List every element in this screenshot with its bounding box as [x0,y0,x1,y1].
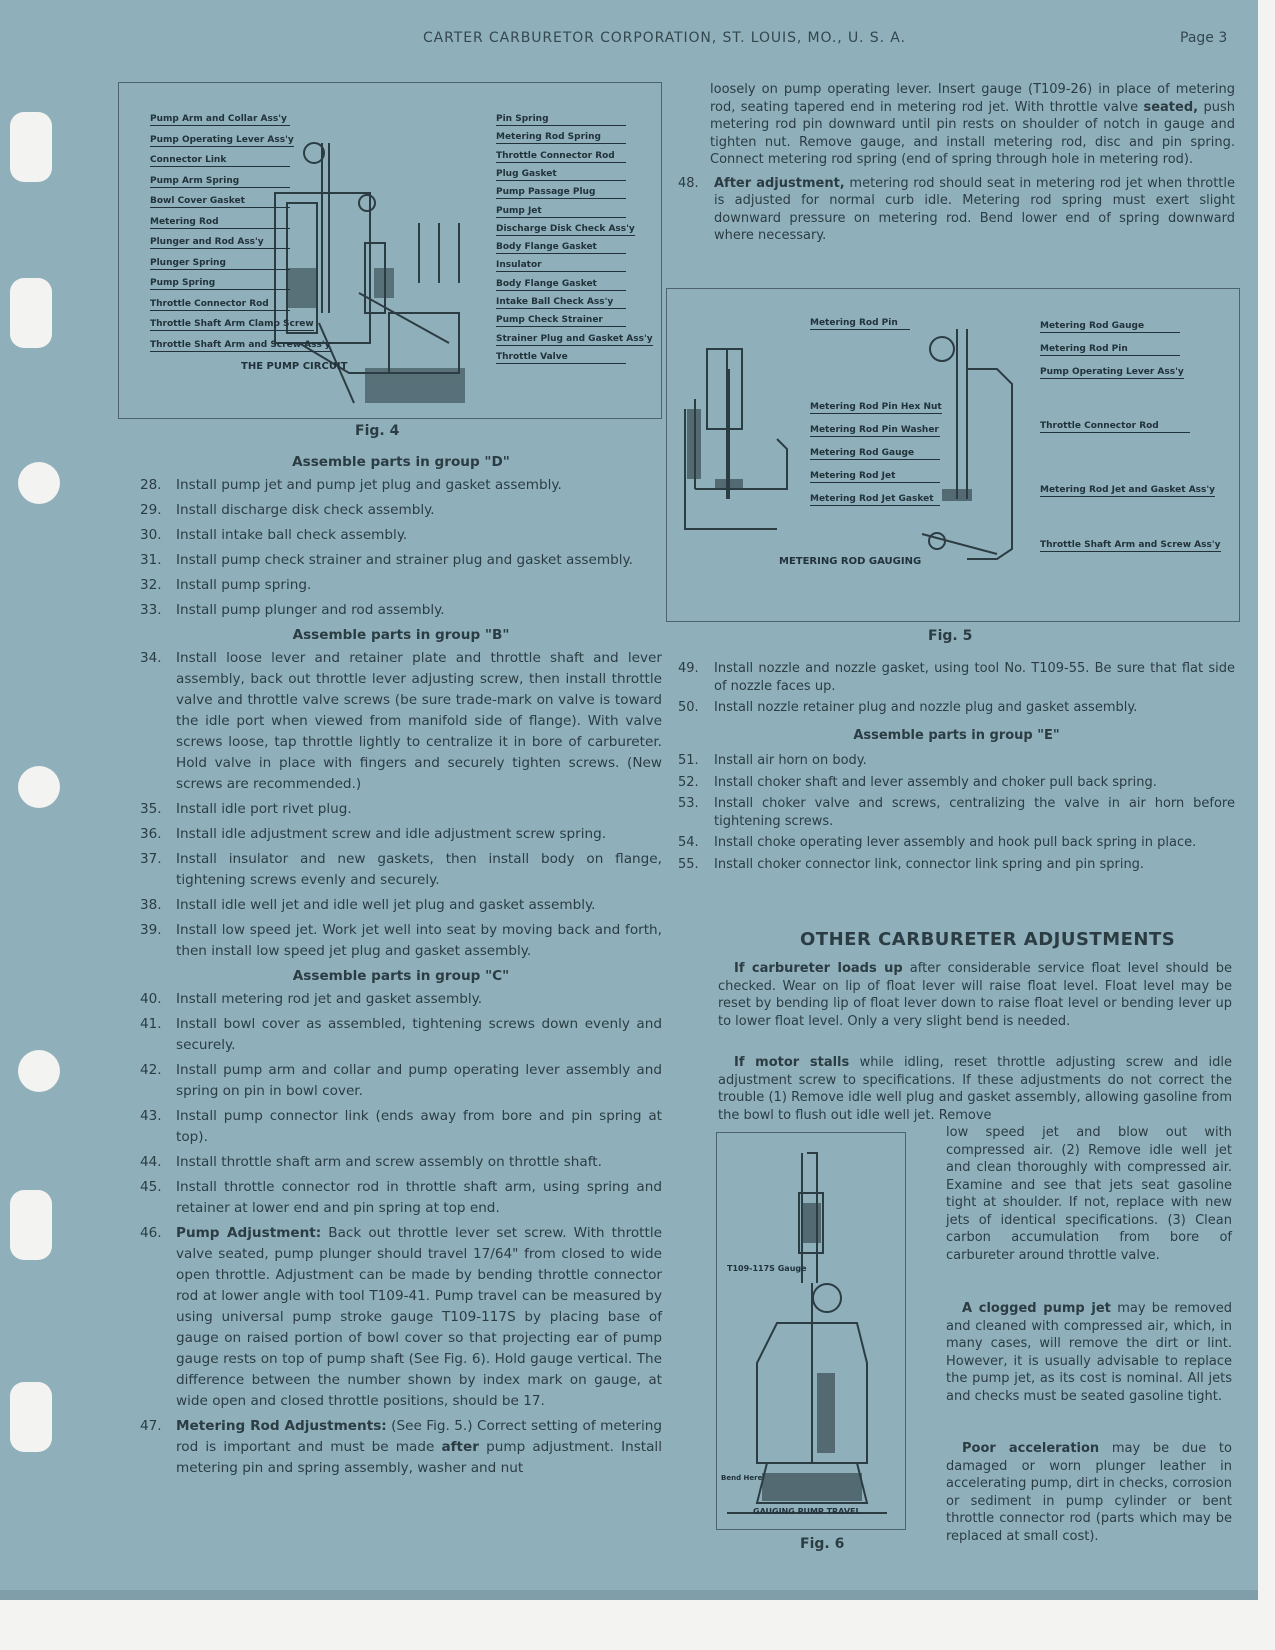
figure-label: Metering Rod Jet [810,471,940,483]
figure-label: Metering Rod Jet and Gasket Ass'y [1040,485,1216,495]
step-47-continued: loosely on pump operating lever. Insert gauge (T109-26) in place of metering rod, seating tapered end in metering rod jet. With throttle valve seated, push metering rod pin downward until pin rests on shoulder of notch in gauge and tighten nut. Remove gauge, and install metering rod, disc and pin spring. Connect metering rod spring (end of spring through hole in metering rod). [710,82,1235,167]
right-column-top [678,81,1236,249]
step-text: Install pump check strainer and strainer plug and gasket assembly. [176,552,633,568]
step-text: Install bowl cover as assembled, tightening screws down evenly and securely. [176,1016,662,1053]
step-number: 50. [678,700,699,715]
group-b-step [140,824,662,845]
group-d-step [140,600,662,621]
step-text: Install choke operating lever assembly and hook pull back spring in place. [714,835,1197,850]
binder-hole [10,112,52,182]
right-column-steps [678,660,1235,877]
step-text: Install insulator and new gaskets, then install body on flange, tightening screws evenly and securely. [176,851,662,888]
binder-hole [18,1050,60,1092]
figure-label: Metering Rod Pin [1040,344,1180,356]
step-text: Install idle adjustment screw and idle adjustment screw spring. [176,826,607,842]
figure-label: Body Flange Gasket [496,242,626,254]
figure-label: Throttle Valve [496,352,626,364]
group-c-step [140,1177,662,1219]
step-46-lead: Pump Adjustment: [176,1225,322,1241]
step-text: Install nozzle and nozzle gasket, using tool No. T109-55. Be sure that flat side of nozzle faces up. [714,661,1235,694]
step-text: Install pump jet and pump jet plug and gasket assembly. [176,477,562,493]
step-text: Install choker valve and screws, centralizing the valve in air horn before tightening screws. [714,796,1235,829]
gauge-label: T109-117S Gauge [727,1264,807,1273]
step-number: 37. [140,851,162,867]
group-d-steps [140,475,662,621]
group-c-step [140,1060,662,1102]
figure-label: Throttle Connector Rod [496,151,626,163]
binder-hole [10,1382,52,1452]
step-text: Install idle well jet and idle well jet plug and gasket assembly. [176,897,596,913]
metering-rod-drawing [667,289,1239,621]
figure-label: Throttle Shaft Arm Clamp Screw [150,319,314,329]
figure-label: Intake Ball Check Ass'y [496,297,626,309]
pump-gauge-drawing [717,1133,905,1529]
figure-label: Pin Spring [496,114,626,126]
figure-label: Throttle Connector Rod [1040,421,1190,433]
figure-label: Pump Check Strainer [496,315,626,327]
group-c-step [140,1152,662,1173]
figure-4-title: THE PUMP CIRCUIT [241,361,348,372]
step-47-lead: Metering Rod Adjustments: [176,1418,387,1434]
paragraph-clogged-pump-jet: A clogged pump jet may be removed and cleaned with compressed air, which, in many cases, will remove the dirt or lint. However, it is usually advisable to replace the pump jet, as its cost is nominal. All jets and checks must be seated gasoline tight. [946,1301,1232,1404]
step-text: Install pump plunger and rod assembly. [176,602,445,618]
figure-label: Throttle Connector Rod [150,299,290,311]
paragraph-poor-acceleration: Poor acceleration may be due to damaged or worn plunger leather in accelerating pump, dirt in checks, corrosion or sediment in pump cylinder or bent throttle connector rod (parts which may be replaced at small cost). [946,1441,1232,1544]
figure-5-title: METERING ROD GAUGING [779,556,922,567]
step-number: 28. [140,477,162,493]
figure-label: Bowl Cover Gasket [150,196,290,208]
figure-label: Metering Rod Spring [496,132,626,144]
step-number: 36. [140,826,162,842]
figure-label: Strainer Plug and Gasket Ass'y [496,333,653,344]
step-text: Install choker connector link, connector link spring and pin spring. [714,856,1145,872]
figure-6-gauging-pump-travel [716,1132,906,1530]
steps-49-50 [678,660,1235,717]
figure-6-caption: Fig. 6 [800,1536,845,1552]
figure-label: Throttle Shaft Arm and Screw Ass'y [1040,540,1221,550]
step-text: Install pump spring. [176,577,312,593]
group-d-step [140,500,662,521]
paragraph-motor-stalls: If motor stalls while idling, reset throttle adjusting screw and idle adjustment screw to specifications. If these adjustments do not correct the trouble (1) Remove idle well plug and gasket assembly, allowing gasoline from the bowl to flush out idle well jet. Remove [718,1055,1233,1123]
figure-label: Plug Gasket [496,169,626,181]
figure-label: Metering Rod Gauge [1040,321,1180,333]
step-text: Install throttle shaft arm and screw assembly on throttle shaft. [176,1154,602,1170]
figure-label: Pump Arm Spring [150,176,290,188]
step-text: Install metering rod jet and gasket assembly. [176,991,483,1007]
step-number: 35. [140,801,162,817]
figure-label: Pump Spring [150,278,290,290]
group-c-step [140,1106,662,1148]
step-number: 49. [678,661,699,676]
step-number: 53. [678,796,699,811]
step-number: 42. [140,1062,162,1078]
figure-5-caption: Fig. 5 [928,628,973,644]
group-e-steps [678,752,1235,873]
step-number: 33. [140,602,162,618]
group-b-step [140,920,662,962]
step-46: 46. Pump Adjustment: Back out throttle lever set screw. With throttle valve seated, pump plunger should travel 17/64" from closed to wide open throttle. Adjustment can be made by bending throttle connector rod at lower angle with tool T109-41. Pump travel can be measured by using universal pump stroke gauge T109-117S by placing base of gauge on raised portion of bowl cover so that projecting ear of pump gauge rests on top of pump shaft (See Fig. 6). Hold gauge vertical. The difference between the number shown by index mark on gauge, at wide open and closed throttle positions, should be 17. [140,1225,662,1409]
step-text: Install pump connector link (ends away from bore and pin spring at top). [176,1108,662,1145]
paragraph-loads-up: If carbureter loads up after considerable service float level should be checked. Wear on lip of float lever will raise float level. Float level may be reset by bending lip of float lever down to raise float level or bending lever up to lower float level. Only a very slight bend is needed. [718,961,1232,1029]
figure-label: Metering Rod Pin Washer [810,425,939,435]
figure-label: Throttle Shaft Arm and Screw Ass'y [150,339,331,350]
step-text: Install air horn on body. [714,753,867,768]
group-b-step [140,895,662,916]
binder-hole [10,278,52,348]
step-text: Install nozzle retainer plug and nozzle plug and gasket assembly. [714,700,1138,715]
step-number: 51. [678,753,699,768]
figure-5-metering-rod-gauging [666,288,1240,622]
step-text: Install low speed jet. Work jet well into seat by moving back and forth, then install low speed jet plug and gasket assembly. [176,922,662,959]
step-47: 47. Metering Rod Adjustments: (See Fig. 5.) Correct setting of metering rod is important and must be made after pump adjustment. Install metering pin and spring assembly, washer and nut [140,1418,662,1476]
figure-label: Metering Rod Gauge [810,448,940,460]
figure-label: Discharge Disk Check Ass'y [496,223,635,234]
group-e-heading: Assemble parts in group "E" [853,727,1060,743]
step-number: 55. [678,856,699,872]
step-number: 43. [140,1108,162,1124]
step-text: Install pump arm and collar and pump operating lever assembly and spring on pin in bowl cover. [176,1062,662,1099]
figure-4-caption: Fig. 4 [355,423,400,439]
group-b-step [140,849,662,891]
page-edge [0,1590,1258,1600]
figure-label: Metering Rod Pin [810,318,910,330]
group-b-steps [140,648,662,962]
group-b-heading: Assemble parts in group "B" [292,627,510,643]
step-number: 30. [140,527,162,543]
step-number: 34. [140,650,162,666]
figure-label: Pump Operating Lever Ass'y [1040,367,1184,377]
figure-label: Plunger Spring [150,258,290,270]
group-d-heading: Assemble parts in group "D" [292,454,510,470]
step-text: Install idle port rivet plug. [176,801,352,817]
step-number: 38. [140,897,162,913]
group-e-step [678,795,1235,830]
group-c-step [140,1014,662,1056]
step-number: 45. [140,1179,162,1195]
bend-here-label: Bend Here [721,1474,763,1482]
step-number: 31. [140,552,162,568]
page-number: Page 3 [1180,30,1228,46]
step-text: Install discharge disk check assembly. [176,502,435,518]
group-e-step [678,834,1235,852]
figure-label: Pump Jet [496,206,626,218]
binder-hole [18,462,60,504]
binder-hole [18,766,60,808]
step-number: 54. [678,835,699,850]
step-46-text: Back out throttle lever set screw. With throttle valve seated, pump plunger should travel 17/64" from closed to wide open throttle. Adjustment can be made by bending throttle connector rod at lower angle with tool T109-41. Pump travel can be measured by using universal pump stroke gauge T109-117S by placing base of gauge on raised portion of bowl cover so that projecting ear of pump gauge rests on top of pump shaft (See Fig. 6). Hold gauge vertical. The difference between the number shown by index mark on gauge, at wide open and closed throttle positions, should be 17. [176,1225,662,1409]
step-text: Install loose lever and retainer plate and throttle shaft and lever assembly, back out throttle lever adjusting screw, then install throttle valve and throttle valve screws (be sure trade-mark on valve is toward the idle port when viewed from manifold side of flange). With valve screws loose, tap throttle lightly to centralize it in bore of carbureter. Hold valve in place with fingers and securely tighten screws. (New screws are recommended.) [176,650,662,792]
group-c-step [140,989,662,1010]
left-column [140,448,662,1483]
group-b-step [140,799,662,820]
group-d-step [140,575,662,596]
figure-label: Metering Rod Jet Gasket [810,494,940,506]
group-c-heading: Assemble parts in group "C" [292,968,510,984]
figure-label: Pump Operating Lever Ass'y [150,134,294,145]
step-number: 44. [140,1154,162,1170]
step-48: 48. After adjustment, metering rod should seat in metering rod jet when throttle is adjusted for normal curb idle. Metering rod spring must exert slight downward pressure on metering rod. Bend lower end of spring downward where necessary. [678,175,1236,243]
step-number: 32. [140,577,162,593]
binder-hole [10,1190,52,1260]
group-e-step [678,774,1235,792]
step-number: 39. [140,922,162,938]
figure-6-title: GAUGING PUMP TRAVEL [753,1507,861,1516]
figure-label: Pump Arm and Collar Ass'y [150,114,290,126]
step-number: 29. [140,502,162,518]
step-number: 41. [140,1016,162,1032]
figure-label: Connector Link [150,155,290,167]
figure-label: Plunger and Rod Ass'y [150,237,290,249]
figure-label: Pump Passage Plug [496,187,626,199]
step-number: 52. [678,774,699,790]
figure-label: Body Flange Gasket [496,279,626,291]
group-b-step [140,648,662,795]
page-header: CARTER CARBURETOR CORPORATION, ST. LOUIS, MO., U. S. A. [423,30,906,46]
figure-label: Metering Rod Pin Hex Nut [810,402,942,412]
step-text: Install choker shaft and lever assembly and choker pull back spring. [714,774,1157,790]
step-text: Install intake ball check assembly. [176,527,408,543]
group-e-step [678,752,1235,770]
group-d-step [140,525,662,546]
section-title-other-adjustments: OTHER CARBURETER ADJUSTMENTS [800,929,1176,950]
step-number: 40. [140,991,162,1007]
right-step [678,699,1235,717]
figure-label: Insulator [496,260,626,272]
paragraph-motor-stalls-continued: low speed jet and blow out with compressed air. (2) Remove idle well jet and clean thoroughly with compressed air. Examine and see that jets seat gasoline tight at shoulder. If not, replace with new jets of identical specifications. (3) Clean carbon accumulation from bore of carbureter around throttle valve. [946,1125,1232,1263]
figure-label: Metering Rod [150,217,290,229]
group-e-step [678,856,1235,874]
group-c-steps [140,989,662,1219]
step-text: Install throttle connector rod in throttle shaft arm, using spring and retainer at lower end and pin spring at top end. [176,1179,662,1216]
right-step [678,660,1235,695]
group-d-step [140,550,662,571]
group-d-step [140,475,662,496]
